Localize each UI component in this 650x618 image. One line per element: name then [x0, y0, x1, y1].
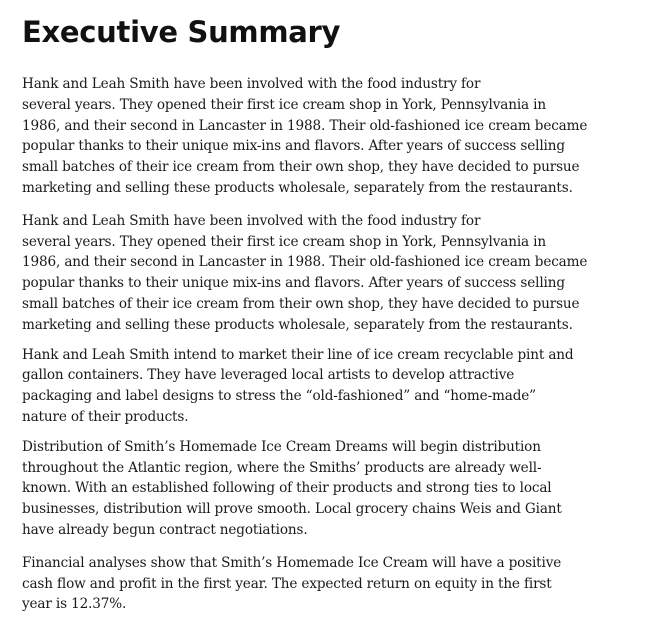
- paragraph-line: Hank and Leah Smith have been involved with the food industry for: [22, 212, 481, 229]
- paragraph-line: nature of their products.: [22, 408, 189, 425]
- paragraph-line: Financial analyses show that Smith’s Homemade Ice Cream will have a positive: [22, 554, 562, 571]
- paragraph-line: known. With an established following of their products and strong ties to local: [22, 480, 552, 497]
- paragraph-spacer: [22, 428, 632, 437]
- paragraph-line: several years. They opened their first ice cream shop in York, Pennsylvania in: [22, 96, 546, 113]
- paragraph-line: small batches of their ice cream from their own shop, they have decided to pursue: [22, 295, 580, 312]
- paragraph-line: several years. They opened their first ice cream shop in York, Pennsylvania in: [22, 233, 546, 250]
- paragraph-line: Distribution of Smith’s Homemade Ice Cream Dreams will begin distribution: [22, 438, 541, 455]
- paragraph-line: gallon containers. They have leveraged local artists to develop attractive: [22, 367, 515, 384]
- paragraph-spacer: [22, 541, 632, 553]
- paragraph-line: throughout the Atlantic region, where the Smiths’ products are already well-: [22, 459, 542, 476]
- paragraph-line: businesses, distribution will prove smooth. Local grocery chains Weis and Giant: [22, 501, 562, 518]
- paragraph-line: cash flow and profit in the first year. The expected return on equity in the first: [22, 575, 552, 592]
- paragraph-line: marketing and selling these products wholesale, separately from the restaurants.: [22, 316, 573, 333]
- paragraph-1: [22, 74, 632, 199]
- paragraph-line: have already begun contract negotiations.: [22, 521, 308, 538]
- paragraph-3: [22, 345, 632, 428]
- paragraph-line: 1986, and their second in Lancaster in 1988. Their old-fashioned ice cream became: [22, 117, 588, 134]
- paragraph-line: Hank and Leah Smith have been involved with the food industry for: [22, 76, 481, 92]
- document-page: [22, 10, 632, 615]
- paragraph-line: 1986, and their second in Lancaster in 1988. Their old-fashioned ice cream became: [22, 254, 588, 271]
- page-title: Executive Summary: [22, 15, 341, 49]
- paragraph-line: popular thanks to their unique mix-ins and flavors. After years of success selling: [22, 138, 565, 155]
- paragraph-line: popular thanks to their unique mix-ins and flavors. After years of success selling: [22, 275, 565, 292]
- paragraph-4: [22, 437, 632, 541]
- paragraph-5: [22, 553, 632, 615]
- paragraph-line: packaging and label designs to stress the “old-fashioned” and “home-made”: [22, 388, 536, 405]
- paragraph-line: marketing and selling these products wholesale, separately from the restaurants.: [22, 179, 573, 196]
- paragraph-spacer: [22, 199, 632, 211]
- paragraph-line: Hank and Leah Smith intend to market their line of ice cream recyclable pint and: [22, 346, 574, 363]
- paragraph-line: year is 12.37%.: [22, 596, 127, 613]
- paragraph-2: [22, 211, 632, 336]
- paragraph-spacer: [22, 336, 632, 345]
- paragraph-line: small batches of their ice cream from their own shop, they have decided to pursue: [22, 159, 580, 176]
